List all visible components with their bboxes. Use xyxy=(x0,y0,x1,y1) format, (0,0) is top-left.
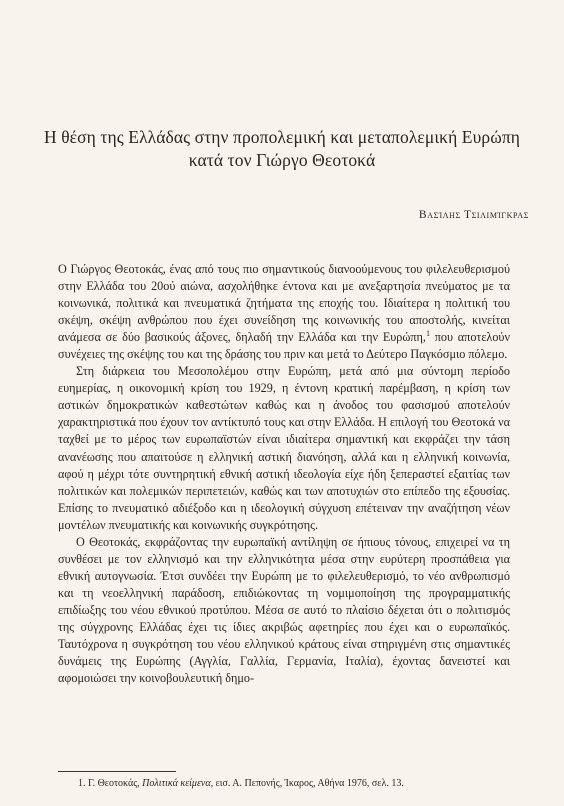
footnote xyxy=(78,777,404,790)
article-title xyxy=(40,126,524,172)
paragraph-1-text-end: που αποτελούν συνέχειες της σκέψης του και της δράσης του πριν και μετά το Δεύτερο Παγκόσμιο πόλεμο. xyxy=(58,330,510,362)
paragraph-3: Ο Θεοτοκάς, εκφράζοντας την ευρωπαϊκή αντίληψη σε ήπιους τόνους, επιχειρεί να τη συνθέσει με τον ελληνισμό και την ελληνικότητα μέσα στην ευρύτερη προσπάθεια για εθνική αυτογνωσία. Έτσι συνδέει την Ευρώπη με το φιλελευθερισμό, το νέο ανθρωπισμό και τη νεοελληνική παράδοση, επιδιώκοντας τη νομιμοποίηση της προγραμματικής επιδίωξης του νέου εθνικού προτύπου. Μέσα σε αυτό το πλαίσιο δέχεται ότι ο πολιτισμός της σύγχρονης Ελλάδας έχει τις ίδιες ακριβώς αφετηρίες που έχει και ο ευρωπαϊκός. Ταυτόχρονα η συγκρότηση του νέου ελληνικού κράτους είναι στηριγμένη στις σημαντικές δυνάμεις της Ευρώπης (Αγγλία, Γαλλία, Γερμανία, Ιταλία), έχοντας δανειστεί και αφομοιώσει την κοινοβουλευτική δημο- xyxy=(58,534,510,686)
footnote-author: Γ. Θεοτοκάς, xyxy=(88,778,140,789)
article-body xyxy=(58,261,510,687)
footnote-publication: εισ. Α. Πεπονής, Ίκαρος, Αθήνα 1976, σελ. 13. xyxy=(215,778,404,789)
title-line-2: κατά τον Γιώργο Θεοτοκά xyxy=(188,150,376,170)
paragraph-2: Στη διάρκεια του Μεσοπολέμου στην Ευρώπη, μετά από μια σύντομη περίοδο ευημερίας, η οικονομική κρίση του 1929, η έντονη κρατική παρέμβαση, η κρίση των αστικών δημοκρατικών καθεστώτων καθώς και η άνοδος του φασισμού αποτελούν χαρακτηριστικά που έχουν τον αντίκτυπό τους και στην Ελλάδα. Η επιλογή του Θεοτοκά να ταχθεί με το μέρος των ευρωπαϊστών είναι ιδιαίτερα σημαντική και εκφράζει την τάση ανανέωσης που απαιτούσε η ελληνική αστική διανόηση, αλλά και η ελληνική κοινωνία, αφού η μέχρι τότε συντηρητική εθνική αστική ιδεολογία είχε ήδη ξεπεραστεί εξαιτίας των πολιτικών και πολεμικών περιπετειών, καθώς και των αποτυχιών στο επίπεδο της εξουσίας. Επίσης το πνευματικό αδιέξοδο και η ιδεολογική σύγχυση επέτειναν την αναζήτηση νέων μοντέλων πνευματικής και κοινωνικής συγκρότησης. xyxy=(58,364,510,532)
paragraph-1-text: Ο Γιώργος Θεοτοκάς, ένας από τους πιο σημαντικούς διανοούμενους του φιλελευθερισμού στην Ελλάδα του 20ού αιώνα, ασχολήθηκε έντονα και με ανεξαρτησία πνεύματος με τα κοινωνικά, πολιτικά και πνευματικά ζητήματα της εποχής του. Ιδιαίτερα η πολιτική του σκέψη, σκέψη ανθρώπου που έχει συνείδηση της κοινωνικής του αποστολής, κινείται ανάμεσα σε δύο βασικούς άξονες, δηλαδή την Ελλάδα και την Ευρώπη, xyxy=(58,262,510,345)
footnote-marker: 1 xyxy=(425,329,430,339)
author-name: Βασίλης Τσιλιμίγκρας xyxy=(418,209,529,221)
footnote-work-title: Πολιτικά κείμενα, xyxy=(142,778,214,789)
footnote-number: 1. xyxy=(78,778,86,789)
footnote-divider xyxy=(58,771,176,772)
title-line-1: Η θέση της Ελλάδας στην προπολεμική και μεταπολεμική Ευρώπη xyxy=(43,127,520,147)
paragraph-1 xyxy=(58,261,510,363)
